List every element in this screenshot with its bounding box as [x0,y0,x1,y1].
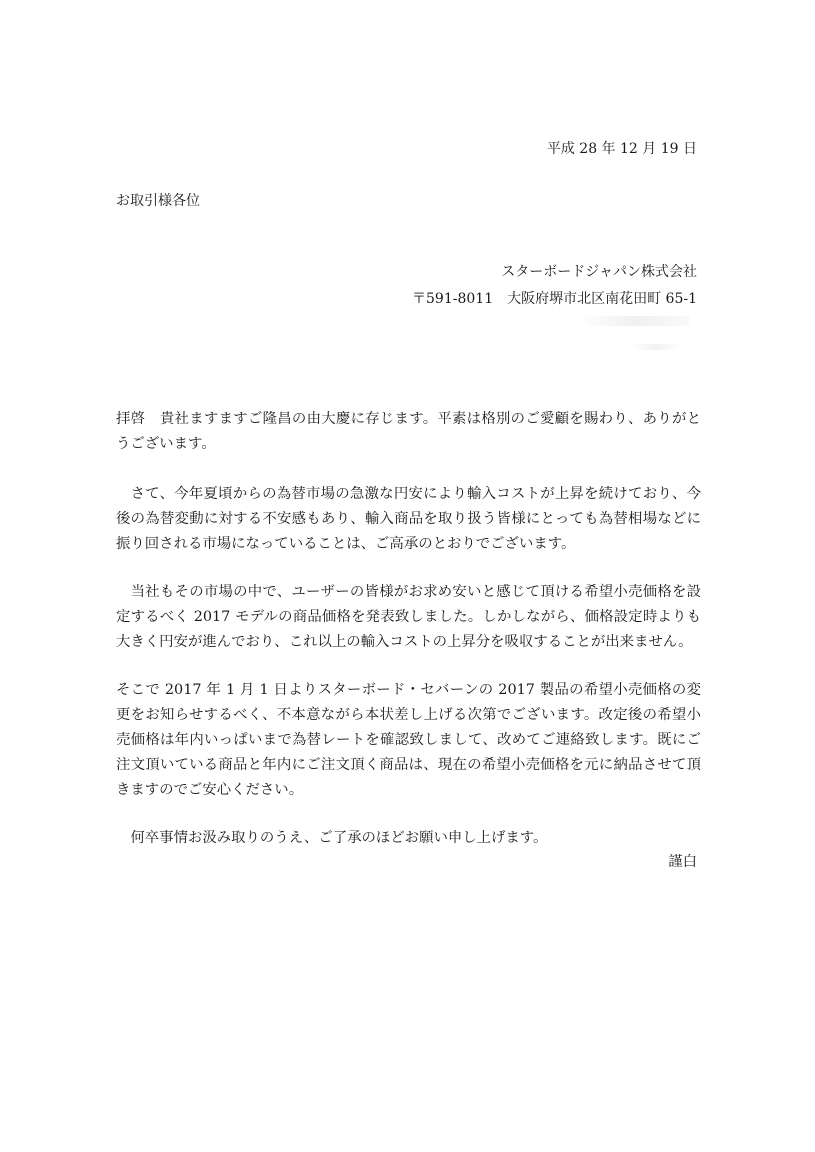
request-paragraph: 何卒事情お汲み取りのうえ、ご了承のほどお願い申し上げます。 [116,830,548,846]
faded-text-artifact [580,316,690,326]
greeting-paragraph: 拝啓 貴社ますますご隆昌の由大慶に存じます。平素は格別のご愛顧を賜わり、ありがとうございます。 [116,411,701,452]
closing-word: 謹白 [668,854,697,870]
price-change-paragraph: そこで 2017 年 1 月 1 日よりスターボード・セバーンの 2017 製品の希望小売価格の変更をお知らせするべく、不本意ながら本状差し上げる次第でございます。改定後の希望小売価格は年内いっぱいまで為替レートを確認致しまして、改めてご連絡致します。既にご注文頂いている商品と年内にご注文頂く商品は、現在の希望小売価格を元に納品させて頂きますのでご安心ください。 [116,682,701,798]
recipient-line: お取引様各位 [116,193,200,209]
pricing-paragraph: 当社もその市場の中で、ユーザーの皆様がお求め安いと感じて頂ける希望小売価格を設定するべく 2017 モデルの商品価格を発表致しました。しかしながら、価格設定時よりも大きく円安が進んでおり、これ以上の輸入コストの上昇分を吸収することが出来ません。 [116,584,701,650]
letter-date: 平成 28 年 12 月 19 日 [546,141,697,157]
faded-text-artifact-2 [630,344,680,350]
sender-address: 〒591-8011 大阪府堺市北区南花田町 65-1 [412,291,697,307]
sender-company: スターボードジャパン株式会社 [501,264,697,280]
exchange-rate-paragraph: さて、今年夏頃からの為替市場の急激な円安により輸入コストが上昇を続けており、今後の為替変動に対する不安感もあり、輸入商品を取り扱う皆様にとっても為替相場などに振り回される市場になっていることは、ご高承のとおりでございます。 [116,486,701,552]
